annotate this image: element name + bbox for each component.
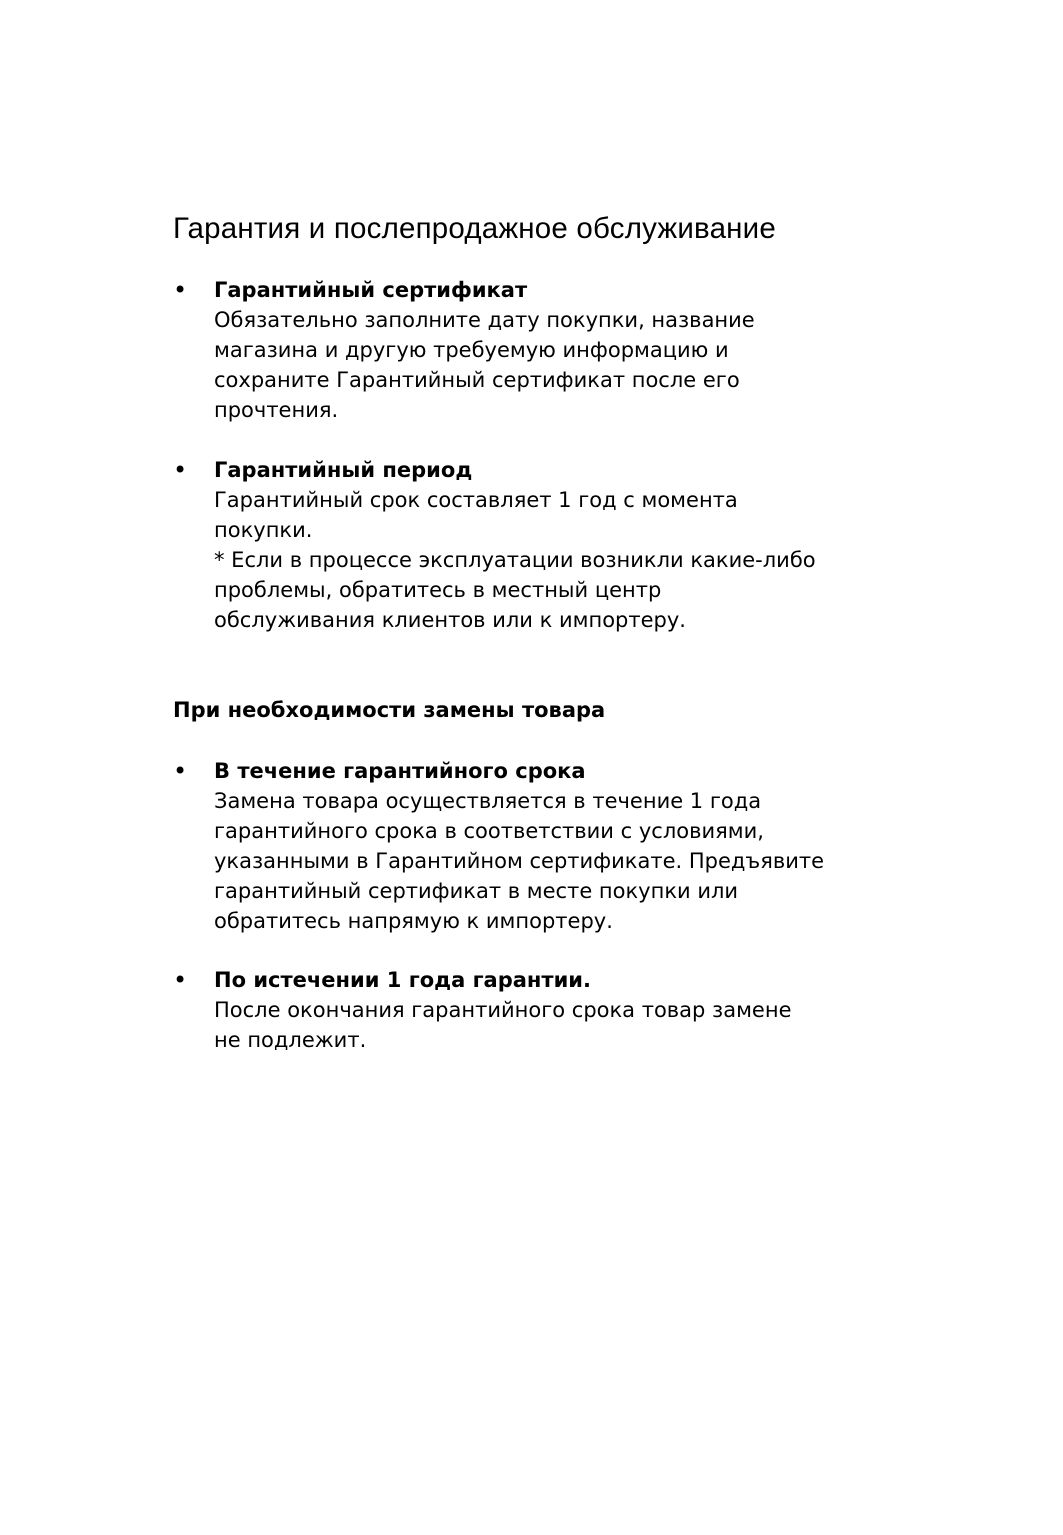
item-heading: В течение гарантийного срока	[214, 759, 586, 783]
item-heading: По истечении 1 года гарантии.	[214, 968, 591, 992]
page-title: Гарантия и послепродажное обслуживание	[173, 212, 776, 245]
item-heading: Гарантийный период	[214, 458, 473, 482]
list-item-body	[214, 455, 934, 635]
list-item-body	[214, 756, 934, 936]
bullet-icon: •	[173, 276, 188, 304]
bullet-icon: •	[173, 966, 188, 994]
list-item-body	[214, 965, 934, 1055]
list-item-body	[214, 275, 934, 425]
item-text: После окончания гарантийного срока товар замене не подлежит.	[214, 998, 792, 1052]
item-text: Гарантийный срок составляет 1 год с момента покупки. * Если в процессе эксплуатации возникли какие-либо проблемы, обратитесь в местный центр обслуживания клиентов или к импортеру.	[214, 488, 816, 632]
item-heading: Гарантийный сертификат	[214, 278, 528, 302]
item-text: Замена товара осуществляется в течение 1 года гарантийного срока в соответствии с условиями, указанными в Гарантийном сертификате. Предъявите гарантийный сертификат в месте покупки или обратитесь напрямую к импортеру.	[214, 789, 825, 933]
bullet-icon: •	[173, 757, 188, 785]
item-text: Обязательно заполните дату покупки, название магазина и другую требуемую информацию и сохраните Гарантийный сертификат после его прочтения.	[214, 308, 755, 422]
section-heading-replacement: При необходимости замены товара	[173, 698, 606, 722]
bullet-icon: •	[173, 456, 188, 484]
